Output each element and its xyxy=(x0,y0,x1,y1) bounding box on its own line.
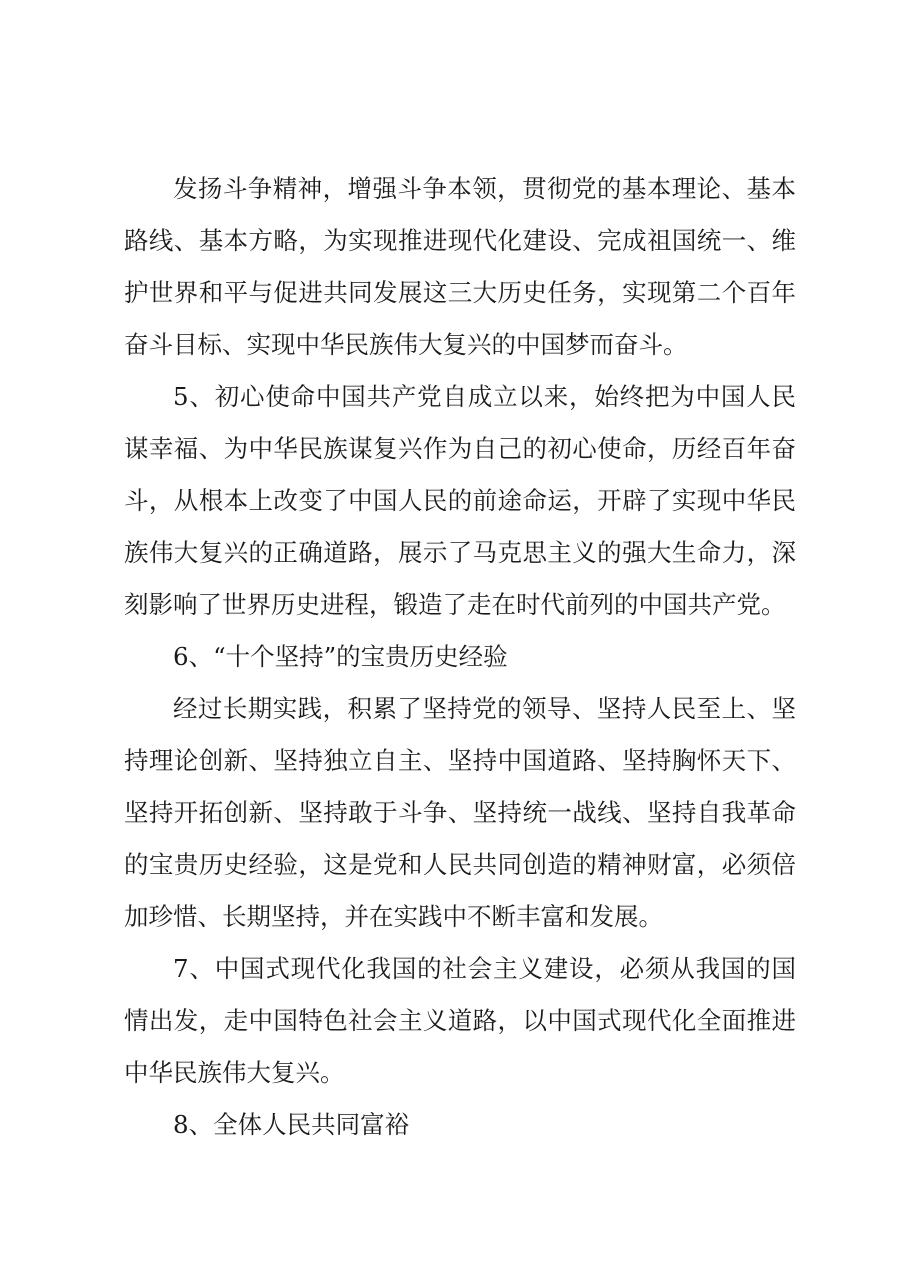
document-body xyxy=(124,163,796,1151)
paragraph-historical-experience: 经过长期实践，积累了坚持党的领导、坚持人民至上、坚持理论创新、坚持独立自主、坚持中国道路、坚持胸怀天下、坚持开拓创新、坚持敢于斗争、坚持统一战线、坚持自我革命的宝贵历史经验，这是党和人民共同创造的精神财富，必须倍加珍惜、长期坚持，并在实践中不断丰富和发展。 xyxy=(124,694,796,931)
paragraph-struggle-spirit: 发扬斗争精神，增强斗争本领，贯彻党的基本理论、基本路线、基本方略，为实现推进现代化建设、完成祖国统一、维护世界和平与促进共同发展这三大历史任务，实现第二个百年奋斗目标、实现中华民族伟大复兴的中国梦而奋斗。 xyxy=(124,174,796,359)
paragraph-heading-ten-persistences: 6、“十个坚持”的宝贵历史经验 xyxy=(173,642,508,671)
paragraph-chinese-modernization: 7、中国式现代化我国的社会主义建设，必须从我国的国情出发，走中国特色社会主义道路，以中国式现代化全面推进中华民族伟大复兴。 xyxy=(124,954,796,1087)
paragraph-original-mission: 5、初心使命中国共产党自成立以来，始终把为中国人民谋幸福、为中华民族谋复兴作为自己的初心使命，历经百年奋斗，从根本上改变了中国人民的前途命运，开辟了实现中华民族伟大复兴的正确道路，展示了马克思主义的强大生命力，深刻影响了世界历史进程，锻造了走在时代前列的中国共产党。 xyxy=(124,382,796,619)
paragraph-heading-common-prosperity: 8、全体人民共同富裕 xyxy=(173,1110,410,1139)
